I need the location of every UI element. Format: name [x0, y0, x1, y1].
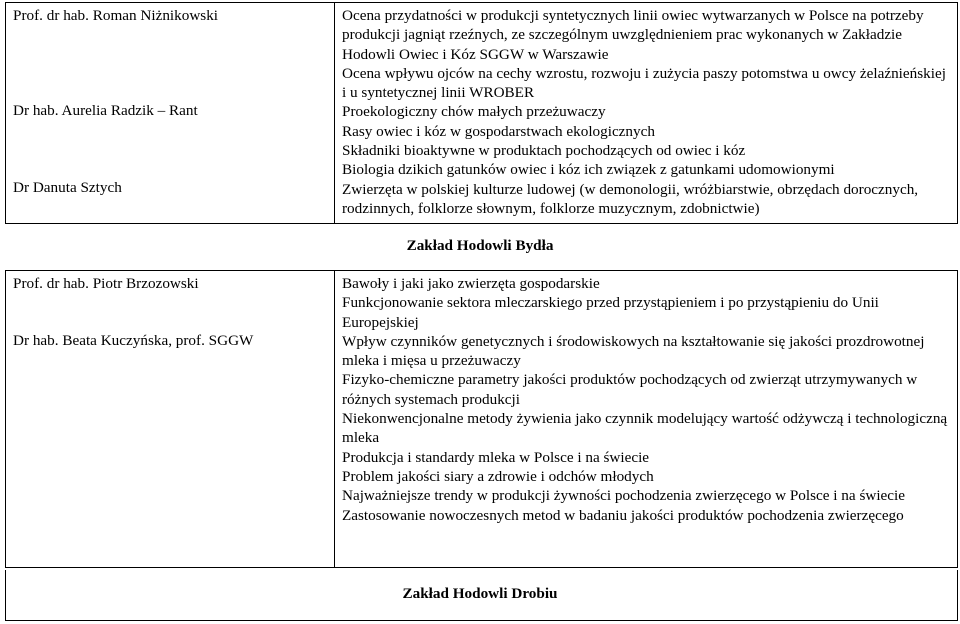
table-row — [6, 271, 958, 568]
staff-name: Dr hab. Aurelia Radzik – Rant — [13, 102, 198, 120]
thesis-topic: Ocena przydatności w produkcji syntetycznych linii owiec wytwarzanych w Polsce na potrzeby produkcji jagniąt rzeźnych, ze szczególnym uwzględnieniem prac wykonanych w Zakładzie Hodowli Owiec i Kóz SGGW w Warszawie — [342, 7, 924, 63]
thesis-topic: Najważniejsze trendy w produkcji żywności pochodzenia zwierzęcego w Polsce i na świecie — [342, 487, 905, 505]
staff-names-cell — [6, 271, 335, 568]
thesis-topic: Bawoły i jaki jako zwierzęta gospodarskie — [342, 275, 600, 292]
department-heading: Zakład Hodowli Drobiu — [402, 585, 558, 602]
thesis-topic: Ocena wpływu ojców na cechy wzrostu, rozwoju i zużycia paszy potomstwa u owcy żelaźnieńskiej i u syntetycznej linii WROBER — [342, 64, 946, 102]
staff-topics-table-1 — [5, 2, 958, 224]
thesis-topic: Składniki bioaktywne w produktach pochodzących od owiec i kóz — [342, 142, 746, 160]
staff-names-cell — [6, 3, 335, 224]
table-left-rule — [5, 570, 6, 621]
thesis-topic: Rasy owiec i kóz w gospodarstwach ekologicznych — [342, 122, 655, 140]
thesis-topic: Wpływ czynników genetycznych i środowiskowych na kształtowanie się jakości prozdrowotnej mleka i mięsa u przeżuwaczy — [342, 332, 925, 370]
thesis-topic: Problem jakości siary a zdrowie i odchów młodych — [342, 467, 654, 485]
thesis-topic: Proekologiczny chów małych przeżuwaczy — [342, 103, 606, 121]
thesis-topic: Produkcja i standardy mleka w Polsce i na świecie — [342, 448, 650, 466]
staff-topics-table-2 — [5, 270, 958, 568]
thesis-topic: Niekonwencjonalne metody żywienia jako czynnik modelujący wartość odżywczą i technologiczną mleka — [342, 410, 948, 447]
staff-name: Prof. dr hab. Roman Niżnikowski — [13, 7, 219, 24]
thesis-topics-cell — [335, 3, 958, 224]
thesis-topic: Zwierzęta w polskiej kulturze ludowej (w demonologii, wróżbiarstwie, obrzędach dorocznych, rodzinnych, folklorze słownym, folklorze muzycznym, zdobnictwie) — [342, 180, 919, 217]
table-right-rule — [957, 570, 958, 621]
staff-name: Prof. dr hab. Piotr Brzozowski — [13, 275, 199, 292]
thesis-topic: Biologia dzikich gatunków owiec i kóz ich związek z gatunkami udomowionymi — [342, 161, 835, 179]
staff-name: Dr hab. Beata Kuczyńska, prof. SGGW — [13, 332, 254, 350]
thesis-topic: Funkcjonowanie sektora mleczarskiego przed przystąpieniem i po przystąpieniu do Unii Europejskiej — [342, 294, 879, 331]
thesis-topics-cell — [335, 271, 958, 568]
thesis-topic: Zastosowanie nowoczesnych metod w badaniu jakości produktów pochodzenia zwierzęcego — [342, 506, 904, 524]
department-heading: Zakład Hodowli Bydła — [406, 237, 554, 254]
page-bottom-rule — [5, 620, 958, 621]
thesis-topic: Fizyko-chemiczne parametry jakości produktów pochodzących od zwierząt utrzymywanych w różnych systemach produkcji — [342, 371, 918, 408]
staff-name: Dr Danuta Sztych — [13, 178, 122, 196]
table-row — [6, 3, 958, 224]
